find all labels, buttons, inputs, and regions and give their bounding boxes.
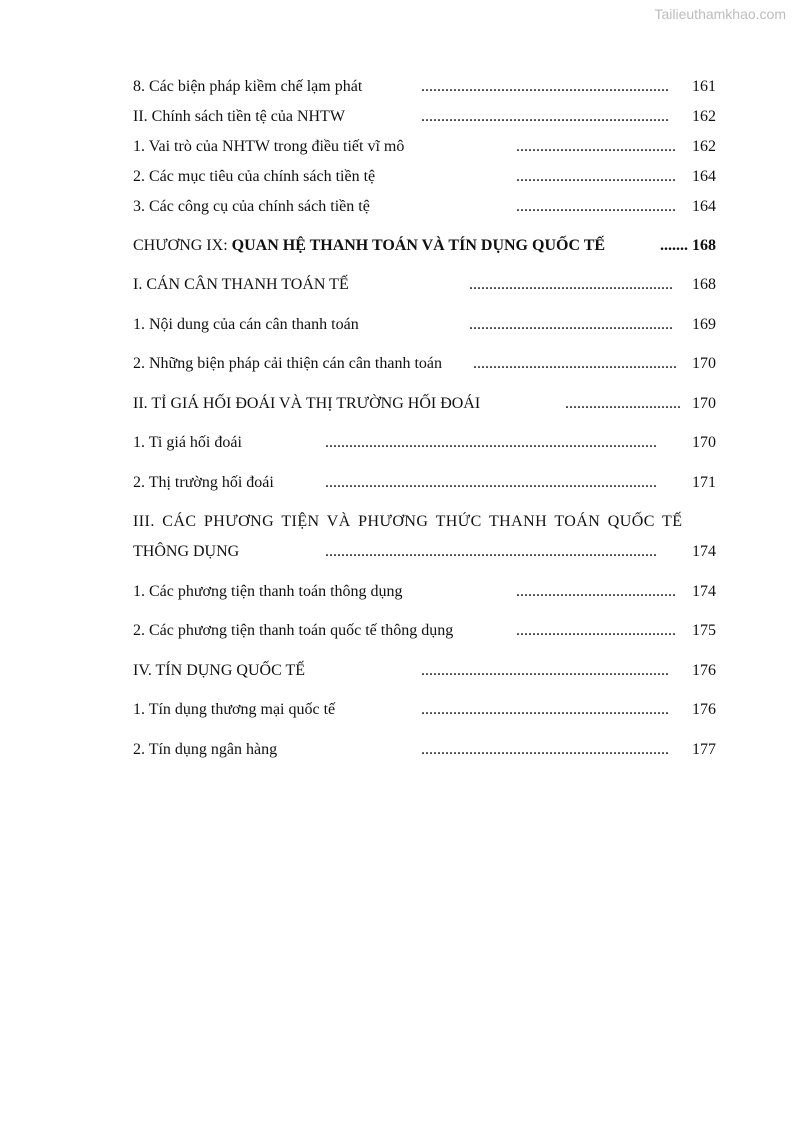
toc-page-number: 164	[692, 198, 716, 215]
toc-entry-title: 1. Vai trò của NHTW trong điều tiết vĩ mô	[133, 138, 405, 155]
toc-page-number: 177	[692, 741, 716, 758]
toc-entry	[133, 699, 716, 721]
toc-entry-title-line2: THÔNG DỤNG	[133, 543, 240, 560]
toc-chapter-title: QUAN HỆ THANH TOÁN VÀ TÍN DỤNG QUỐC TẾ	[231, 237, 606, 254]
toc-entry	[133, 76, 716, 98]
toc-page-number: 174	[692, 543, 716, 560]
toc-entry-title: IV. TÍN DỤNG QUỐC TẾ	[133, 662, 305, 679]
watermark: Tailieuthamkhao.com	[654, 6, 786, 22]
toc-entry	[133, 196, 716, 218]
toc-page-number: 175	[692, 622, 716, 639]
toc-chapter-entry	[133, 235, 716, 257]
toc-entry-title: 3. Các công cụ của chính sách tiền tệ	[133, 198, 370, 215]
toc-leader: ..............................................................	[421, 108, 669, 125]
toc-leader: ...................................................	[473, 355, 677, 372]
toc-page-number: 176	[692, 662, 716, 679]
toc-page-number: 162	[692, 108, 716, 125]
toc-leader: .............................	[565, 395, 681, 412]
toc-entry	[133, 274, 716, 296]
toc-entry	[133, 739, 716, 761]
toc-leader: ........................................	[516, 168, 676, 185]
toc-leader: .......	[660, 237, 688, 254]
toc-page-number: 170	[692, 434, 716, 451]
toc-page-number: 170	[692, 355, 716, 372]
toc-entry	[133, 472, 716, 494]
toc-entry-title: 2. Những biện pháp cải thiện cán cân thanh toán	[133, 355, 443, 372]
toc-page-number: 168	[692, 237, 716, 254]
toc-entry-title: III. CÁC PHƯƠNG TIỆN VÀ PHƯƠNG THỨC THANH TOÁN QUỐC TẾ	[133, 513, 683, 530]
toc-page-number: 176	[692, 701, 716, 718]
toc-leader: ...................................................................................	[325, 474, 657, 491]
toc-page-number: 168	[692, 276, 716, 293]
toc-entry	[133, 541, 716, 563]
toc-entry-title: 1. Nội dung của cán cân thanh toán	[133, 316, 359, 333]
toc-entry	[133, 660, 716, 682]
toc-entry-title: I. CÁN CÂN THANH TOÁN TẾ	[133, 276, 349, 293]
toc-page-number: 169	[692, 316, 716, 333]
toc-leader: ...................................................	[469, 316, 673, 333]
toc-entry	[133, 106, 716, 128]
toc-entry	[133, 432, 716, 454]
toc-leader: ..............................................................	[421, 662, 669, 679]
toc-entry	[133, 166, 716, 188]
toc-entry-title: 8. Các biện pháp kiềm chế lạm phát	[133, 78, 363, 95]
toc-leader: ...................................................................................	[325, 434, 657, 451]
toc-page-number: 171	[692, 474, 716, 491]
toc-chapter-prefix: CHƯƠNG IX:	[133, 237, 232, 254]
toc-leader: ........................................	[516, 198, 676, 215]
toc-leader: ..............................................................	[421, 78, 669, 95]
toc-entry-title-line1	[133, 511, 716, 533]
toc-leader: ...................................................	[469, 276, 673, 293]
toc-entry-title: 2. Các mục tiêu của chính sách tiền tệ	[133, 168, 376, 185]
toc-page-number: 162	[692, 138, 716, 155]
toc-leader: ........................................	[516, 138, 676, 155]
toc-entry-title: II. TỈ GIÁ HỐI ĐOÁI VÀ THỊ TRƯỜNG HỐI ĐOÁI	[133, 395, 481, 412]
toc-entry-title: 1. Các phương tiện thanh toán thông dụng	[133, 583, 403, 600]
toc-page-number: 161	[692, 78, 716, 95]
toc-leader: ........................................	[516, 622, 676, 639]
toc-entry-title: 2. Thị trường hối đoái	[133, 474, 274, 491]
toc-page-number: 164	[692, 168, 716, 185]
toc-entry	[133, 620, 716, 642]
toc-entry-title: 2. Các phương tiện thanh toán quốc tế thông dụng	[133, 622, 454, 639]
toc-entry-title: 1. Tín dụng thương mại quốc tế	[133, 701, 336, 718]
toc-entry	[133, 314, 716, 336]
toc-entry	[133, 136, 716, 158]
toc-leader: ..............................................................	[421, 701, 669, 718]
toc-page-number: 170	[692, 395, 716, 412]
toc-entry-title: II. Chính sách tiền tệ của NHTW	[133, 108, 345, 125]
toc-entry	[133, 393, 716, 415]
toc-leader: ..............................................................	[421, 741, 669, 758]
toc-chapter-heading	[133, 235, 605, 257]
toc-entry	[133, 353, 716, 375]
toc-leader: ...................................................................................	[325, 543, 657, 560]
toc-page-number: 174	[692, 583, 716, 600]
toc-entry-title: 2. Tín dụng ngân hàng	[133, 741, 278, 758]
toc-leader: ........................................	[516, 583, 676, 600]
toc-entry-title: 1. Ti giá hối đoái	[133, 434, 242, 451]
toc-entry	[133, 581, 716, 603]
